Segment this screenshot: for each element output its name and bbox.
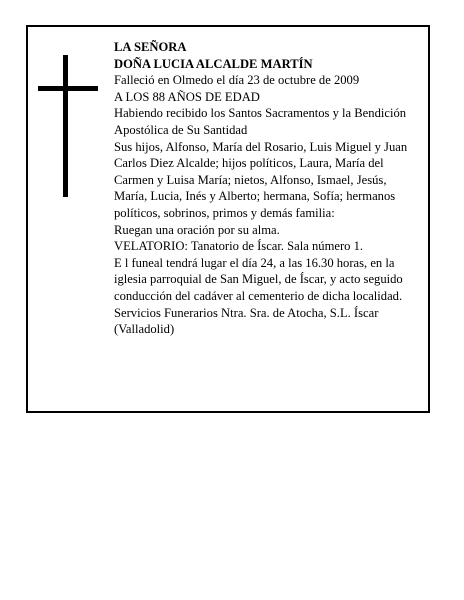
family-line: Sus hijos, Alfonso, María del Rosario, Luis Miguel y Juan Carlos Diez Alcalde; hijos políticos, Laura, María del Carmen y Luisa María; nietos, Alfonso, Ismael, Jesús, María, Lucia, Inés y Alberto; hermana, Sofía; hermanos políticos, sobrinos, primos y demás familia: (114, 139, 408, 220)
death-info: Falleció en Olmedo el día 23 de octubre de 2009 (114, 73, 360, 88)
prayer-line: Ruegan una oración por su alma. (114, 222, 280, 237)
cross-horizontal-bar (38, 86, 98, 91)
cross-icon (38, 55, 98, 197)
funeral-line: E l funeal tendrá lugar el día 24, a las 16.30 horas, en la iglesia parroquial de San Miguel, de Íscar, y acto seguido conducción del cadáver al cementerio de dicha localidad. (114, 255, 403, 303)
sacraments-line: Habiendo recibido los Santos Sacramentos y la Bendición Apostólica de Su Santidad (114, 106, 407, 137)
age-line: A LOS 88 AÑOS DE EDAD (114, 89, 260, 104)
wake-line: VELATORIO: Tanatorio de Íscar. Sala número 1. (114, 239, 364, 254)
deceased-name: DOÑA LUCIA ALCALDE MARTÍN (114, 56, 313, 71)
cross-vertical-bar (63, 55, 68, 197)
title-line-1: LA SEÑORA (114, 40, 187, 54)
services-line: Servicios Funerarios Ntra. Sra. de Atocha, S.L. Íscar (Valladolid) (114, 305, 379, 337)
obituary-text (114, 39, 422, 338)
